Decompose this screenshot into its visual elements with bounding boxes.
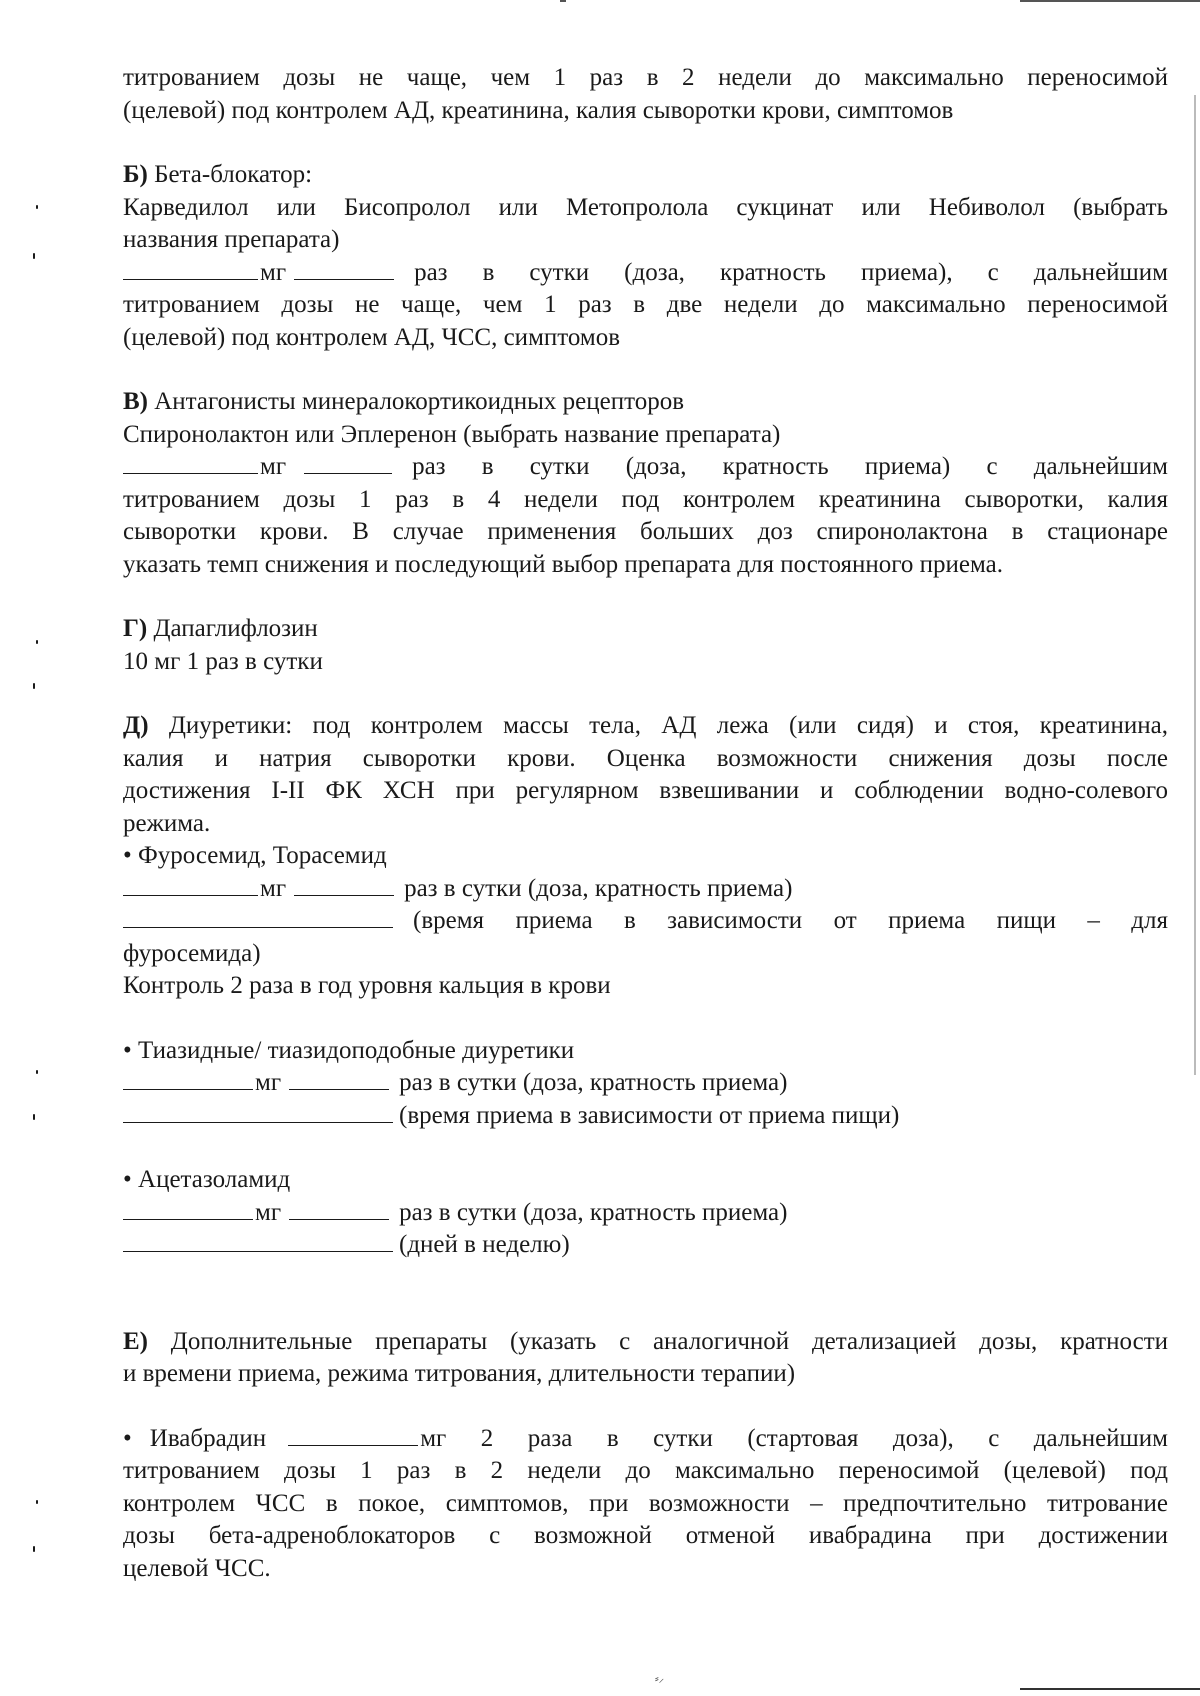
bullet: • — [123, 1166, 132, 1193]
text-line: (время приема в зависимости от приема пищи) — [399, 1101, 900, 1129]
dose-mg-field[interactable] — [123, 451, 258, 474]
dose-frequency-field[interactable] — [294, 257, 394, 280]
section-title: Бета-блокатор: — [154, 161, 313, 188]
dose-mg-field[interactable] — [123, 873, 258, 896]
section-letter: Г) — [123, 615, 148, 642]
time-row — [123, 905, 1168, 938]
text-line: (целевой) под контролем АД, креатинина, калия сыворотки крови, симптомов — [123, 96, 954, 124]
dose-mg-field[interactable] — [123, 1197, 253, 1220]
text-line: титрованием дозы 1 раз в 2 недели до максимально переносимой (целевой) под — [123, 1457, 1168, 1484]
text-line: (целевой) под контролем АД, ЧСС, симптомов — [123, 323, 621, 351]
ivabradine-row — [123, 1423, 1168, 1456]
dose-row — [123, 1197, 1168, 1230]
text-line: раз в сутки (доза, кратность приема) — [399, 1198, 788, 1226]
text-line: Дополнительные препараты (указать с аналогичной детализацией дозы, кратности — [170, 1327, 1169, 1355]
text-line: (время приема в зависимости от приема пищи – для — [413, 907, 1168, 934]
section-heading — [123, 710, 1168, 743]
dose-row — [123, 1067, 1168, 1100]
text-line: титрованием дозы 1 раз в 4 недели под контролем креатинина сыворотки, калия — [123, 485, 1168, 513]
bottom-edge-line — [1020, 1688, 1200, 1690]
scan-speck — [33, 1114, 35, 1120]
section-sglt2 — [123, 613, 1168, 678]
unit-label: мг — [260, 258, 287, 286]
text-line: фуросемида) — [123, 939, 261, 967]
scan-speck — [33, 683, 35, 689]
scan-speck — [36, 640, 38, 644]
text-line: контролем ЧСС в покое, симптомов, при возможности – предпочтительно титрование — [123, 1489, 1168, 1517]
intake-time-field[interactable] — [123, 1100, 393, 1123]
text-line: Контроль 2 раза в год уровня кальция в крови — [123, 972, 611, 999]
scan-speck — [33, 1546, 35, 1552]
unit-label: мг — [255, 1069, 282, 1096]
dose-frequency-field[interactable] — [289, 1067, 389, 1090]
text-line: титрованием дозы не чаще, чем 1 раз в две недели до максимально переносимой — [123, 291, 1168, 318]
section-heading — [123, 1326, 1168, 1359]
top-edge-line-right — [1020, 0, 1200, 2]
ivabradine-paragraph — [123, 1423, 1168, 1586]
text-line: режима. — [123, 809, 211, 837]
drug-name: Тиазидные/ тиазидоподобные диуретики — [138, 1036, 575, 1064]
section-title: Антагонисты минералокортикоидных рецепторов — [154, 388, 685, 415]
section-beta-blocker — [123, 159, 1168, 354]
list-item — [123, 1164, 1168, 1197]
unit-label: мг — [255, 1198, 282, 1226]
dose-mg-field[interactable] — [123, 257, 258, 280]
scan-speck — [33, 253, 35, 259]
unit-label: мг — [260, 874, 287, 902]
text-line: мг 2 раза в сутки (стартовая доза), с дальнейшим — [420, 1424, 1168, 1452]
text-line: и времени приема, режима титрования, длительности терапии) — [123, 1360, 796, 1387]
list-item — [123, 840, 1168, 873]
text-line: титрованием дозы не чаще, чем 1 раз в 2 недели до максимально переносимой — [123, 64, 1168, 91]
dose-mg-field[interactable] — [288, 1423, 418, 1446]
scan-edge-line — [1194, 95, 1196, 1075]
section-heading — [123, 159, 1168, 192]
section-letter: Е) — [123, 1327, 148, 1355]
time-row — [123, 1100, 1168, 1133]
section-letter: В) — [123, 388, 148, 415]
bullet: • — [123, 1424, 132, 1452]
text-line: раз в сутки (доза, кратность приема) — [404, 874, 793, 902]
text-line: раз в сутки (доза, кратность приема), с дальнейшим — [414, 258, 1168, 286]
dose-frequency-field[interactable] — [304, 451, 392, 474]
dose-row — [123, 873, 1168, 906]
bullet: • — [123, 842, 132, 869]
dose-mg-field[interactable] — [123, 1067, 253, 1090]
section-additional — [123, 1326, 1168, 1391]
text-line: Диуретики: под контролем массы тела, АД лежа (или сидя) и стоя, креатинина, — [168, 712, 1169, 739]
top-edge-line — [560, 0, 566, 2]
section-letter: Б) — [123, 161, 148, 188]
scan-speck — [36, 1500, 38, 1504]
drug-name: Ивабрадин — [149, 1424, 267, 1452]
text-line: 10 мг 1 раз в сутки — [123, 647, 323, 675]
section-mra — [123, 386, 1168, 581]
section-heading — [123, 386, 1168, 419]
list-item — [123, 1035, 1168, 1068]
text-line: целевой ЧСС. — [123, 1554, 271, 1582]
drug-name: Ацетазоламид — [138, 1166, 291, 1193]
text-line: раз в сутки (доза, кратность приема) с дальнейшим — [412, 453, 1168, 480]
scan-speck — [36, 205, 38, 209]
text-line: дозы бета-адреноблокаторов с возможной отменой ивабрадина при достижении — [123, 1522, 1168, 1549]
scan-scribble: ⸗⸝ — [655, 1672, 665, 1685]
section-diuretics — [123, 710, 1168, 1262]
document-body — [123, 62, 1168, 1617]
dose-frequency-field[interactable] — [294, 873, 394, 896]
days-per-week-field[interactable] — [123, 1229, 393, 1252]
text-line: сыворотки крови. В случае применения больших доз спиронолактона в стационаре — [123, 518, 1168, 545]
text-line: указать темп снижения и последующий выбор препарата для постоянного приема. — [123, 550, 1003, 578]
section-title: Дапаглифлозин — [153, 615, 318, 642]
bullet: • — [123, 1036, 132, 1064]
text-line: Спиронолактон или Эплеренон (выбрать название препарата) — [123, 420, 781, 448]
text-line: раз в сутки (доза, кратность приема) — [399, 1069, 788, 1096]
days-row — [123, 1229, 1168, 1262]
section-letter: Д) — [123, 712, 149, 739]
intro-paragraph — [123, 62, 1168, 127]
text-line: Карведилол или Бисопролол или Метопролола сукцинат или Небиволол (выбрать — [123, 193, 1168, 221]
text-line: (дней в неделю) — [399, 1231, 570, 1258]
drug-name: Фуросемид, Торасемид — [138, 842, 387, 869]
intake-time-field[interactable] — [123, 905, 393, 928]
text-line: калия и натрия сыворотки крови. Оценка возможности снижения дозы после — [123, 744, 1168, 772]
scan-speck — [36, 1070, 38, 1074]
unit-label: мг — [260, 453, 287, 480]
dose-frequency-field[interactable] — [289, 1197, 389, 1220]
dose-row — [123, 257, 1168, 290]
section-heading — [123, 613, 1168, 646]
text-line: достижения I-II ФК ХСН при регулярном взвешивании и соблюдении водно-солевого — [123, 777, 1168, 804]
text-line: названия препарата) — [123, 226, 340, 253]
dose-row — [123, 451, 1168, 484]
